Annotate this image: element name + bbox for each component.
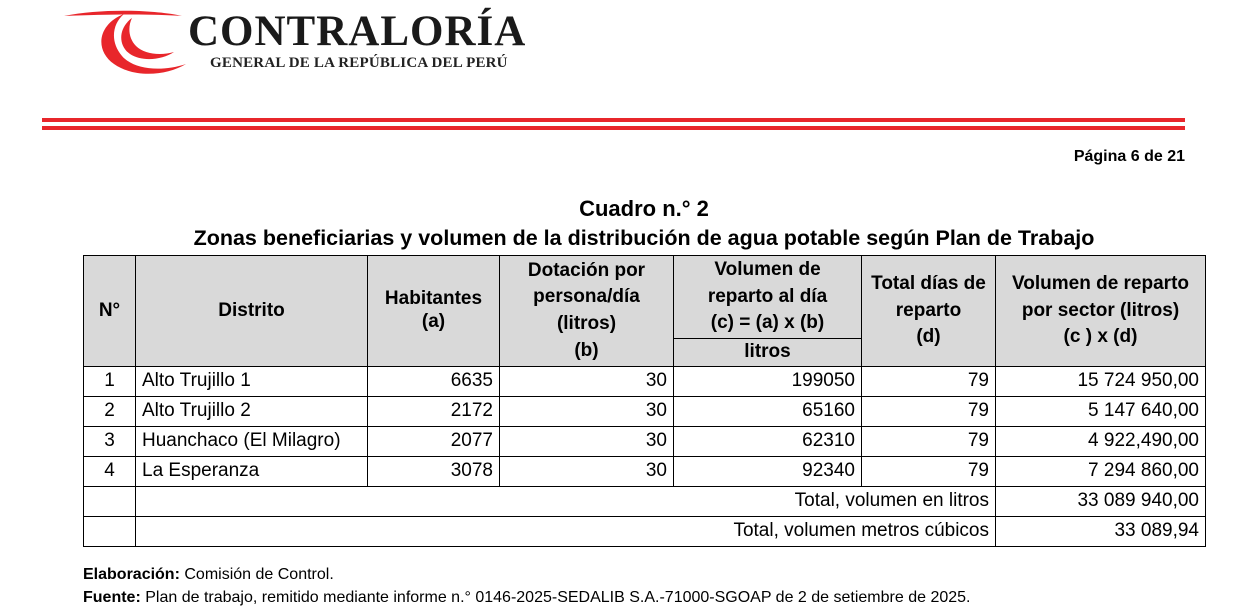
- header-total-dias-code: (d): [916, 326, 941, 348]
- header-volumen-sector: [996, 256, 1206, 367]
- table-row: [84, 397, 1206, 427]
- cell-dias: 79: [862, 427, 996, 457]
- header-volumen-dia-label: Volumen de reparto al día: [707, 259, 828, 307]
- contraloria-logo: [62, 2, 532, 82]
- cell-distrito: La Esperanza: [136, 457, 368, 487]
- cell-n: 4: [84, 457, 136, 487]
- cell-n: 1: [84, 367, 136, 397]
- table-number: Cuadro n.° 2: [579, 196, 709, 221]
- total-litros-value: 33 089 940,00: [996, 487, 1206, 517]
- header-dotacion-label: Dotación por persona/día (litros): [527, 259, 646, 334]
- header-rule-bottom: [42, 126, 1185, 130]
- total-row-m3: [84, 517, 1206, 547]
- distribution-table: [83, 255, 1206, 547]
- cell-distrito: Alto Trujillo 2: [136, 397, 368, 427]
- note-elaboracion-text: Comisión de Control.: [184, 566, 334, 583]
- header-habitantes-label: Habitantes: [384, 288, 483, 310]
- cell-dias: 79: [862, 457, 996, 487]
- header-dotacion-code: (b): [574, 339, 599, 361]
- page-number: Página 6 de 21: [1073, 148, 1185, 165]
- org-subtitle: GENERAL DE LA REPÚBLICA DEL PERÚ: [210, 55, 508, 71]
- total-m3-value: 33 089,94: [996, 517, 1206, 547]
- total-empty-cell: [84, 487, 136, 517]
- cell-volumen-sector: 5 147 640,00: [996, 397, 1206, 427]
- total-empty-cell: [84, 517, 136, 547]
- header-dotacion: [500, 256, 674, 367]
- cell-volumen-dia: 92340: [674, 457, 862, 487]
- table-row: [84, 367, 1206, 397]
- header-total-dias: [862, 256, 996, 367]
- cell-distrito: Alto Trujillo 1: [136, 367, 368, 397]
- cell-habitantes: 2172: [368, 397, 500, 427]
- cell-dotacion: 30: [500, 397, 674, 427]
- cell-n: 3: [84, 427, 136, 457]
- cell-volumen-dia: 65160: [674, 397, 862, 427]
- cell-volumen-dia: 199050: [674, 367, 862, 397]
- header-total-dias-label: Total días de reparto: [871, 273, 986, 321]
- swoosh-logo-icon: [62, 2, 192, 82]
- cell-dotacion: 30: [500, 457, 674, 487]
- org-name: CONTRALORÍA: [188, 8, 527, 55]
- header-habitantes: [368, 256, 500, 367]
- header-distrito: Distrito: [136, 256, 368, 367]
- cell-dias: 79: [862, 367, 996, 397]
- table-title: Zonas beneficiarias y volumen de la distribución de agua potable según Plan de Trabajo: [193, 226, 1095, 250]
- cell-volumen-sector: 15 724 950,00: [996, 367, 1206, 397]
- cell-dias: 79: [862, 397, 996, 427]
- total-row-litros: [84, 487, 1206, 517]
- header-n: N°: [84, 256, 136, 367]
- cell-dotacion: 30: [500, 427, 674, 457]
- header-volumen-dia-unit: litros: [674, 339, 862, 367]
- cell-habitantes: 3078: [368, 457, 500, 487]
- cell-distrito: Huanchaco (El Milagro): [136, 427, 368, 457]
- header-volumen-sector-formula: (c ) x (d): [1063, 326, 1138, 348]
- cell-n: 2: [84, 397, 136, 427]
- note-fuente: [83, 589, 970, 607]
- table-row: [84, 457, 1206, 487]
- header-habitantes-code: (a): [421, 311, 446, 332]
- note-elaboracion-label: Elaboración:: [83, 566, 180, 583]
- cell-dotacion: 30: [500, 367, 674, 397]
- note-elaboracion: [83, 566, 334, 584]
- header-volumen-sector-label: Volumen de reparto por sector (litros): [1011, 273, 1189, 321]
- cell-volumen-sector: 7 294 860,00: [996, 457, 1206, 487]
- cell-volumen-dia: 62310: [674, 427, 862, 457]
- note-fuente-label: Fuente:: [83, 589, 141, 606]
- cell-volumen-sector: 4 922,490,00: [996, 427, 1206, 457]
- cell-habitantes: 2077: [368, 427, 500, 457]
- cell-habitantes: 6635: [368, 367, 500, 397]
- header-volumen-dia: [674, 256, 862, 339]
- total-m3-label: Total, volumen metros cúbicos: [136, 517, 996, 547]
- note-fuente-text: Plan de trabajo, remitido mediante informe n.° 0146-2025-SEDALIB S.A.-71000-SGOAP de 2 de setiembre de 2025.: [145, 589, 971, 606]
- total-litros-label: Total, volumen en litros: [136, 487, 996, 517]
- header-rule-top: [42, 118, 1185, 122]
- table-row: [84, 427, 1206, 457]
- header-volumen-dia-formula: (c) = (a) x (b): [710, 312, 825, 334]
